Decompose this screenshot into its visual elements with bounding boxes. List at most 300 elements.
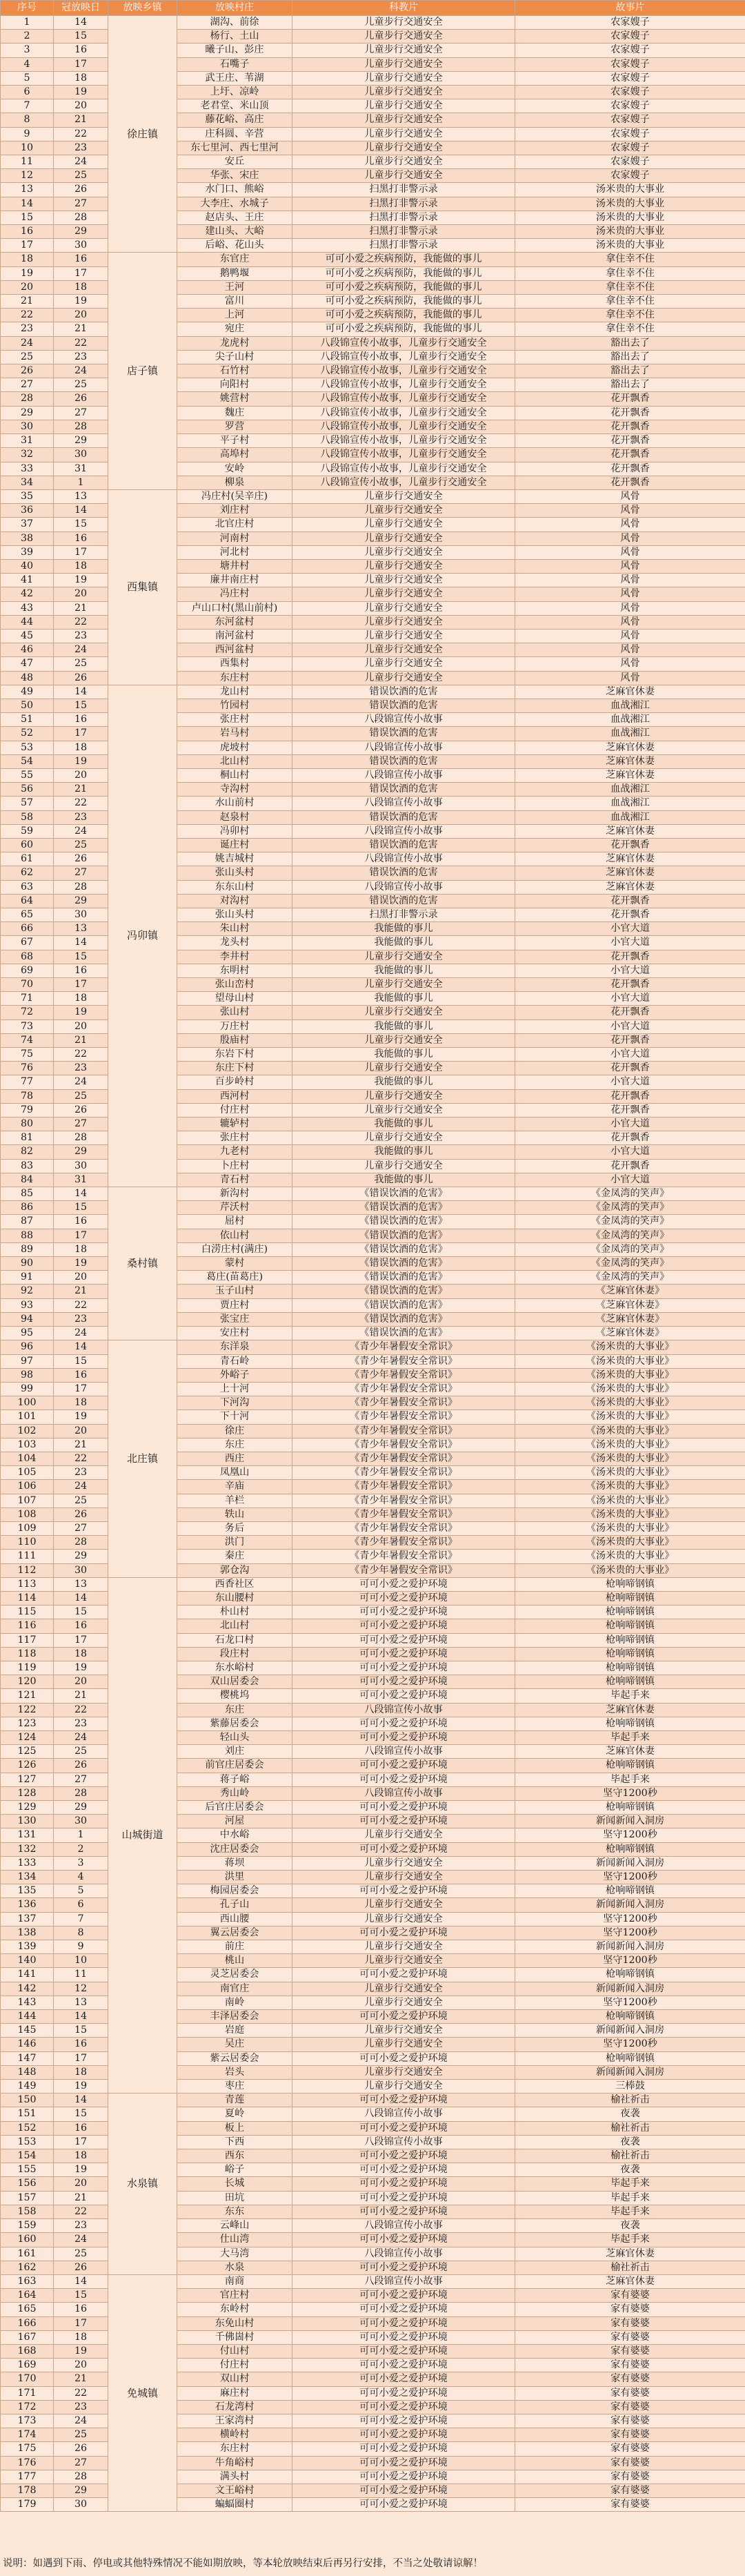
edu-film: 可可小爱之爱护环境 — [292, 2316, 515, 2330]
screening-day: 14 — [54, 2010, 108, 2024]
village-name: 东庄 — [177, 1703, 292, 1717]
story-film: 汤米贵的大事业 — [515, 197, 745, 211]
story-film: 《汤米贵的大事业》 — [515, 1354, 745, 1368]
story-film: 枪响啼钢镇 — [515, 1647, 745, 1661]
edu-film: 儿童步行交通安全 — [292, 71, 515, 85]
row-number: 5 — [1, 71, 54, 85]
row-number: 8 — [1, 113, 54, 127]
village-name: 河北村 — [177, 545, 292, 559]
edu-film: 可可小爱之爱护环境 — [292, 1661, 515, 1675]
row-number: 142 — [1, 1982, 54, 1996]
edu-film: 扫黑打非警示录 — [292, 183, 515, 197]
village-name: 贾庄村 — [177, 1298, 292, 1312]
row-number: 109 — [1, 1521, 54, 1535]
village-name: 满头村 — [177, 2470, 292, 2484]
story-film: 芝麻官休妻 — [515, 2247, 745, 2261]
story-film: 花开飘香 — [515, 392, 745, 406]
village-name: 柳泉 — [177, 476, 292, 489]
edu-film: 可可小爱之爱护环境 — [292, 1647, 515, 1661]
row-number: 51 — [1, 713, 54, 727]
screening-day: 21 — [54, 1689, 108, 1703]
row-number: 45 — [1, 629, 54, 643]
village-name: 卜庄村 — [177, 1159, 292, 1173]
row-number: 117 — [1, 1633, 54, 1647]
edu-film: 《错误饮酒的危害》 — [292, 1298, 515, 1312]
edu-film: 《错误饮酒的危害》 — [292, 1229, 515, 1242]
screening-day: 15 — [54, 1354, 108, 1368]
screening-day: 30 — [54, 908, 108, 922]
screening-day: 18 — [54, 741, 108, 754]
screening-day: 23 — [54, 1717, 108, 1730]
story-film: 汤米贵的大事业 — [515, 211, 745, 224]
story-film: 农家嫂子 — [515, 141, 745, 155]
story-film: 花开飘香 — [515, 908, 745, 922]
screening-day: 6 — [54, 1898, 108, 1912]
edu-film: 《错误饮酒的危害》 — [292, 1201, 515, 1215]
story-film: 《金凤湾的笑声》 — [515, 1187, 745, 1201]
header-story-film: 故事片 — [515, 1, 745, 16]
row-number: 149 — [1, 2080, 54, 2094]
edu-film: 我能做的事儿 — [292, 936, 515, 950]
edu-film: 《青少年暑假安全常识》 — [292, 1438, 515, 1452]
row-number: 106 — [1, 1480, 54, 1494]
row-number: 71 — [1, 992, 54, 1006]
story-film: 榆社祈击 — [515, 2121, 745, 2135]
screening-day: 25 — [54, 2247, 108, 2261]
village-name: 依山村 — [177, 1229, 292, 1242]
village-name: 麻庄村 — [177, 2386, 292, 2400]
story-film: 拿住幸不住 — [515, 266, 745, 280]
story-film: 芝麻官休妻 — [515, 754, 745, 768]
story-film: 风骨 — [515, 657, 745, 671]
edu-film: 儿童步行交通安全 — [292, 2024, 515, 2038]
edu-film: 扫黑打非警示录 — [292, 239, 515, 253]
village-name: 东岩下村 — [177, 1048, 292, 1062]
village-name: 前庄 — [177, 1940, 292, 1954]
story-film: 家有婆婆 — [515, 2289, 745, 2303]
row-number: 168 — [1, 2344, 54, 2358]
screening-day: 9 — [54, 1940, 108, 1954]
row-number: 14 — [1, 197, 54, 211]
edu-film: 《青少年暑假安全常识》 — [292, 1480, 515, 1494]
screening-day: 16 — [54, 2303, 108, 2316]
story-film: 枪响啼钢镇 — [515, 1717, 745, 1730]
village-name: 前官庄居委会 — [177, 1759, 292, 1773]
edu-film: 儿童步行交通安全 — [292, 1954, 515, 1968]
row-number: 146 — [1, 2038, 54, 2051]
edu-film: 可可小爱之爱护环境 — [292, 1577, 515, 1591]
story-film: 枪响啼钢镇 — [515, 1842, 745, 1856]
story-film: 风骨 — [515, 489, 745, 503]
story-film: 家有婆婆 — [515, 2442, 745, 2456]
edu-film: 错误饮酒的危害 — [292, 685, 515, 699]
story-film: 芝麻官休妻 — [515, 880, 745, 894]
row-number: 62 — [1, 866, 54, 880]
row-number: 81 — [1, 1131, 54, 1145]
edu-film: 八段锦宣传小故事 — [292, 2219, 515, 2233]
story-film: 枪响啼钢镇 — [515, 1606, 745, 1619]
story-film: 芝麻官休妻 — [515, 852, 745, 866]
row-number: 78 — [1, 1089, 54, 1103]
village-name: 百步岭村 — [177, 1075, 292, 1089]
story-film: 芝麻官休妻 — [515, 2274, 745, 2288]
row-number: 140 — [1, 1954, 54, 1968]
screening-day: 28 — [54, 1131, 108, 1145]
story-film: 拿住幸不住 — [515, 295, 745, 309]
row-number: 13 — [1, 183, 54, 197]
village-name: 赵店头、王庄 — [177, 211, 292, 224]
screening-day: 20 — [54, 99, 108, 113]
screening-day: 14 — [54, 1591, 108, 1605]
row-number: 54 — [1, 754, 54, 768]
story-film: 农家嫂子 — [515, 99, 745, 113]
row-number: 165 — [1, 2303, 54, 2316]
story-film: 花开飘香 — [515, 1062, 745, 1075]
header-town: 放映乡镇 — [108, 1, 177, 16]
village-name: 夏岭 — [177, 2107, 292, 2121]
village-name: 石竹村 — [177, 364, 292, 378]
village-name: 安庄村 — [177, 1327, 292, 1340]
story-film: 毕起手来 — [515, 2191, 745, 2205]
edu-film: 我能做的事儿 — [292, 1173, 515, 1187]
story-film: 枪响啼钢镇 — [515, 2010, 745, 2024]
edu-film: 可可小爱之爱护环境 — [292, 2400, 515, 2414]
village-name: 丰泽居委会 — [177, 2010, 292, 2024]
edu-film: 可可小爱之爱护环境 — [292, 2359, 515, 2372]
screening-day: 20 — [54, 1675, 108, 1689]
screening-day: 19 — [54, 1257, 108, 1271]
screening-day: 16 — [54, 964, 108, 977]
row-number: 122 — [1, 1703, 54, 1717]
village-name: 屈村 — [177, 1215, 292, 1229]
story-film: 新闻新闻入洞房 — [515, 1856, 745, 1870]
village-name: 张宝庄 — [177, 1312, 292, 1326]
story-film: 家有婆婆 — [515, 2414, 745, 2428]
row-number: 46 — [1, 643, 54, 657]
village-name: 梅园居委会 — [177, 1884, 292, 1898]
row-number: 116 — [1, 1619, 54, 1633]
story-film: 农家嫂子 — [515, 127, 745, 141]
table-row — [1, 489, 745, 503]
story-film: 小官大道 — [515, 1019, 745, 1033]
village-name: 张山头村 — [177, 908, 292, 922]
screening-day: 21 — [54, 2372, 108, 2386]
row-number: 113 — [1, 1577, 54, 1591]
village-name: 中水峪 — [177, 1828, 292, 1842]
story-film: 小官大道 — [515, 1075, 745, 1089]
edu-film: 可可小爱之爱护环境 — [292, 1926, 515, 1940]
edu-film: 可可小爱之爱护环境 — [292, 2484, 515, 2497]
edu-film: 可可小爱之爱护环境 — [292, 1801, 515, 1815]
village-name: 西庄 — [177, 1452, 292, 1465]
row-number: 34 — [1, 476, 54, 489]
row-number: 23 — [1, 322, 54, 336]
screening-day: 22 — [54, 127, 108, 141]
row-number: 38 — [1, 531, 54, 545]
row-number: 70 — [1, 978, 54, 992]
story-film: 风骨 — [515, 559, 745, 573]
screening-day: 15 — [54, 1201, 108, 1215]
screening-day: 25 — [54, 657, 108, 671]
screening-day: 27 — [54, 866, 108, 880]
edu-film: 可可小爱之爱护环境 — [292, 1815, 515, 1828]
village-name: 务后 — [177, 1521, 292, 1535]
village-name: 岩庭 — [177, 2024, 292, 2038]
story-film: 三棒鼓 — [515, 2080, 745, 2094]
story-film: 花开飘香 — [515, 1033, 745, 1047]
screening-day: 22 — [54, 797, 108, 810]
village-name: 上圩、凉岭 — [177, 86, 292, 99]
screening-day: 23 — [54, 1312, 108, 1326]
screening-day: 17 — [54, 2135, 108, 2149]
row-number: 75 — [1, 1048, 54, 1062]
row-number: 172 — [1, 2400, 54, 2414]
row-number: 151 — [1, 2107, 54, 2121]
story-film: 毕起手来 — [515, 2177, 745, 2191]
story-film: 芝麻官休妻 — [515, 1745, 745, 1759]
edu-film: 八段锦宣传小故事，儿童步行交通安全 — [292, 476, 515, 489]
story-film: 家有婆婆 — [515, 2303, 745, 2316]
story-film: 小官大道 — [515, 1048, 745, 1062]
village-name: 葛庄(苗葛庄) — [177, 1271, 292, 1285]
village-name: 王河 — [177, 280, 292, 294]
screening-day: 13 — [54, 1577, 108, 1591]
story-film: 枪响啼钢镇 — [515, 2051, 745, 2065]
village-name: 东庄 — [177, 1438, 292, 1452]
screening-day: 15 — [54, 950, 108, 964]
edu-film: 错误饮酒的危害 — [292, 866, 515, 880]
story-film: 血战湘江 — [515, 810, 745, 824]
story-film: 拿住幸不住 — [515, 309, 745, 322]
edu-film: 儿童步行交通安全 — [292, 1940, 515, 1954]
story-film: 家有婆婆 — [515, 2372, 745, 2386]
village-name: 老君堂、米山顶 — [177, 99, 292, 113]
screening-day: 18 — [54, 1647, 108, 1661]
screening-day: 20 — [54, 587, 108, 601]
story-film: 农家嫂子 — [515, 86, 745, 99]
village-name: 云峰山 — [177, 2219, 292, 2233]
table-row — [1, 1577, 745, 1591]
screening-day: 15 — [54, 2107, 108, 2121]
header-day: 冠放映日 — [54, 1, 108, 16]
town-name: 免城镇 — [108, 2274, 177, 2511]
edu-film: 儿童步行交通安全 — [292, 2080, 515, 2094]
screening-day: 14 — [54, 16, 108, 30]
row-number: 115 — [1, 1606, 54, 1619]
edu-film: 我能做的事儿 — [292, 964, 515, 977]
screening-day: 15 — [54, 699, 108, 712]
screening-day: 21 — [54, 1285, 108, 1298]
row-number: 175 — [1, 2442, 54, 2456]
edu-film: 儿童步行交通安全 — [292, 99, 515, 113]
edu-film: 儿童步行交通安全 — [292, 504, 515, 518]
edu-film: 我能做的事儿 — [292, 1048, 515, 1062]
village-name: 张庄村 — [177, 1131, 292, 1145]
edu-film: 《青少年暑假安全常识》 — [292, 1452, 515, 1465]
story-film: 芝麻官休妻 — [515, 866, 745, 880]
edu-film: 可可小爱之爱护环境 — [292, 2303, 515, 2316]
story-film: 毕起手来 — [515, 1689, 745, 1703]
edu-film: 《错误饮酒的危害》 — [292, 1285, 515, 1298]
village-name: 徐庄 — [177, 1424, 292, 1438]
village-name: 芹沃村 — [177, 1201, 292, 1215]
village-name: 大李庄、水城子 — [177, 197, 292, 211]
screening-day: 15 — [54, 2289, 108, 2303]
screening-day: 30 — [54, 1815, 108, 1828]
village-name: 龙头村 — [177, 936, 292, 950]
row-number: 97 — [1, 1354, 54, 1368]
row-number: 126 — [1, 1759, 54, 1773]
edu-film: 可可小爱之爱护环境 — [292, 2205, 515, 2218]
edu-film: 可可小爱之爱护环境 — [292, 1773, 515, 1786]
story-film: 《金凤湾的笑声》 — [515, 1242, 745, 1256]
village-name: 安岭 — [177, 462, 292, 476]
edu-film: 可可小爱之爱护环境 — [292, 2414, 515, 2428]
screening-day: 16 — [54, 253, 108, 266]
screening-day: 16 — [54, 531, 108, 545]
village-name: 南河盆村 — [177, 629, 292, 643]
edu-film: 我能做的事儿 — [292, 1118, 515, 1131]
village-name: 羊栏 — [177, 1494, 292, 1507]
screening-day: 20 — [54, 309, 108, 322]
edu-film: 《青少年暑假安全常识》 — [292, 1382, 515, 1396]
story-film: 《芝麻官休妻》 — [515, 1327, 745, 1340]
story-film: 夜袭 — [515, 2219, 745, 2233]
screening-day: 20 — [54, 1019, 108, 1033]
village-name: 下河沟 — [177, 1396, 292, 1410]
row-number: 58 — [1, 810, 54, 824]
row-number: 153 — [1, 2135, 54, 2149]
screening-day: 1 — [54, 1828, 108, 1842]
edu-film: 八段锦宣传小故事 — [292, 2274, 515, 2288]
row-number: 37 — [1, 518, 54, 531]
row-number: 39 — [1, 545, 54, 559]
village-name: 后官庄居委会 — [177, 1801, 292, 1815]
edu-film: 儿童步行交通安全 — [292, 2038, 515, 2051]
edu-film: 《青少年暑假安全常识》 — [292, 1410, 515, 1424]
story-film: 《汤米贵的大事业》 — [515, 1382, 745, 1396]
row-number: 101 — [1, 1410, 54, 1424]
village-name: 洪门 — [177, 1536, 292, 1550]
edu-film: 八段锦宣传小故事 — [292, 824, 515, 838]
edu-film: 儿童步行交通安全 — [292, 1996, 515, 2009]
story-film: 农家嫂子 — [515, 71, 745, 85]
screening-day: 27 — [54, 1773, 108, 1786]
story-film: 《汤米贵的大事业》 — [515, 1452, 745, 1465]
village-name: 武王庄、苇湖 — [177, 71, 292, 85]
story-film: 豁出去了 — [515, 350, 745, 364]
village-name: 吴庄 — [177, 2038, 292, 2051]
screening-day: 7 — [54, 1912, 108, 1926]
edu-film: 儿童步行交通安全 — [292, 1871, 515, 1884]
story-film: 风骨 — [515, 671, 745, 685]
story-film: 豁出去了 — [515, 336, 745, 350]
screening-day: 8 — [54, 1926, 108, 1940]
story-film: 农家嫂子 — [515, 169, 745, 183]
row-number: 60 — [1, 838, 54, 852]
screening-day: 21 — [54, 2191, 108, 2205]
screening-day: 24 — [54, 1480, 108, 1494]
edu-film: 儿童步行交通安全 — [292, 615, 515, 629]
screening-day: 28 — [54, 1786, 108, 1800]
village-name: 西山腰 — [177, 1912, 292, 1926]
village-name: 九老村 — [177, 1145, 292, 1159]
story-film: 花开飘香 — [515, 1103, 745, 1117]
village-name: 长城 — [177, 2177, 292, 2191]
screening-day: 10 — [54, 1954, 108, 1968]
story-film: 农家嫂子 — [515, 155, 745, 169]
story-film: 新闻新闻入洞房 — [515, 1815, 745, 1828]
row-number: 139 — [1, 1940, 54, 1954]
screening-day: 18 — [54, 2065, 108, 2079]
story-film: 枪响啼钢镇 — [515, 1759, 745, 1773]
edu-film: 错误饮酒的危害 — [292, 783, 515, 797]
screening-day: 4 — [54, 1871, 108, 1884]
village-name: 杨行、土山 — [177, 30, 292, 43]
row-number: 118 — [1, 1647, 54, 1661]
row-number: 141 — [1, 1968, 54, 1982]
village-name: 水门口、熊峪 — [177, 183, 292, 197]
story-film: 血战湘江 — [515, 699, 745, 712]
story-film: 《金凤湾的笑声》 — [515, 1229, 745, 1242]
edu-film: 儿童步行交通安全 — [292, 86, 515, 99]
story-film: 血战湘江 — [515, 713, 745, 727]
row-number: 150 — [1, 2094, 54, 2107]
edu-film: 八段锦宣传小故事 — [292, 1703, 515, 1717]
screening-day: 15 — [54, 1606, 108, 1619]
edu-film: 儿童步行交通安全 — [292, 545, 515, 559]
story-film: 风骨 — [515, 531, 745, 545]
screening-day: 14 — [54, 1340, 108, 1354]
row-number: 6 — [1, 86, 54, 99]
edu-film: 儿童步行交通安全 — [292, 1062, 515, 1075]
story-film: 家有婆婆 — [515, 2400, 745, 2414]
screening-day: 26 — [54, 1103, 108, 1117]
screening-day: 21 — [54, 1033, 108, 1047]
row-number: 177 — [1, 2470, 54, 2484]
village-name: 东明村 — [177, 964, 292, 977]
row-number: 128 — [1, 1786, 54, 1800]
story-film: 农家嫂子 — [515, 57, 745, 71]
story-film: 汤米贵的大事业 — [515, 225, 745, 239]
village-name: 东东 — [177, 2205, 292, 2218]
screening-day: 19 — [54, 1661, 108, 1675]
screening-day: 23 — [54, 629, 108, 643]
story-film: 花开飘香 — [515, 434, 745, 448]
edu-film: 儿童步行交通安全 — [292, 978, 515, 992]
row-number: 61 — [1, 852, 54, 866]
row-number: 102 — [1, 1424, 54, 1438]
screening-day: 22 — [54, 615, 108, 629]
edu-film: 《错误饮酒的危害》 — [292, 1215, 515, 1229]
story-film: 新闻新闻入洞房 — [515, 1982, 745, 1996]
row-number: 148 — [1, 2065, 54, 2079]
row-number: 43 — [1, 601, 54, 615]
edu-film: 扫黑打非警示录 — [292, 211, 515, 224]
story-film: 小官大道 — [515, 922, 745, 936]
screening-day: 13 — [54, 922, 108, 936]
story-film: 风骨 — [515, 574, 745, 587]
village-name: 对沟村 — [177, 894, 292, 908]
screening-day: 26 — [54, 852, 108, 866]
village-name: 南岭 — [177, 1996, 292, 2009]
row-number: 92 — [1, 1285, 54, 1298]
village-name: 姚营村 — [177, 392, 292, 406]
screening-day: 21 — [54, 601, 108, 615]
story-film: 枪响啼钢镇 — [515, 1968, 745, 1982]
story-film: 芝麻官休妻 — [515, 824, 745, 838]
edu-film: 可可小爱之爱护环境 — [292, 1606, 515, 1619]
